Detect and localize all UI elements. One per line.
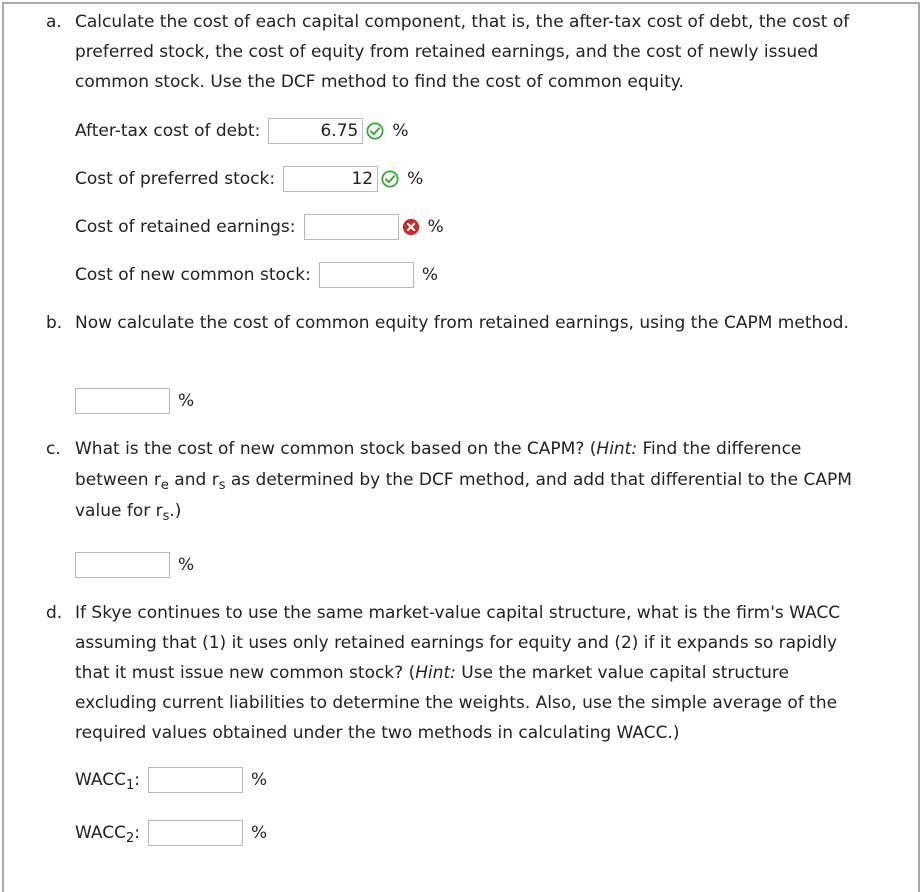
wacc1-unit: % [250,770,268,790]
part-d-marker: d. [46,603,63,623]
part-c-question: What is the cost of new common stock based on the CAPM? (Hint: Find the difference between $r_e$ and $r_s$ as determined by the DCF method, and add that differential to the CAPM value for $r_s$.) [75,439,852,524]
part-a-question: Calculate the cost of each capital component, that is, the after-tax cost of debt, the cost of preferred stock, the cost of equity from retained earnings, and the cost of newly issued common stock. Use the DCF method to find the cost of common equity. [75,12,850,92]
wacc1-label: $WACC_1$: [75,770,140,793]
row-retained-earnings [75,213,444,241]
new-common-capm-input[interactable] [75,552,170,578]
hint-label: Hint: [596,439,638,459]
preferred-stock-unit: % [407,169,424,189]
capm-cost-unit: % [178,391,195,411]
capm-cost-input[interactable] [75,388,170,414]
part-c-marker: c. [46,439,61,459]
check-icon [366,122,384,140]
row-preferred-stock [75,165,423,193]
row-new-common-stock [75,261,438,289]
preferred-stock-label: Cost of preferred stock: [75,169,276,189]
new-common-capm-unit: % [178,555,195,575]
retained-earnings-input[interactable] [304,214,399,240]
new-common-stock-label: Cost of new common stock: [75,265,311,285]
part-b-question: Now calculate the cost of common equity from retained earnings, using the CAPM method. [75,313,849,333]
part-a-marker: a. [46,12,62,32]
row-capm-cost [75,387,194,415]
part-d-question: If Skye continues to use the same market-value capital structure, what is the firm's WACC assuming that (1) it uses only retained earnings for equity and (2) if it expands so rapidly that it must issue new common stock? (Hint: Use the market value capital structure excluding current liabilities to determine the weights. Also, use the simple average of the required values obtained under the two methods in calculating WACC.) [75,603,841,743]
preferred-stock-input[interactable]: 12 [283,166,378,192]
row-new-common-capm [75,551,194,579]
after-tax-debt-label: After-tax cost of debt: [75,121,261,141]
row-wacc2 [75,819,267,847]
row-after-tax-debt [75,117,408,145]
after-tax-debt-input[interactable]: 6.75 [268,118,363,144]
part-b-marker: b. [46,313,63,333]
after-tax-debt-unit: % [392,121,409,141]
wacc2-label: $WACC_2$: [75,823,140,846]
retained-earnings-label: Cost of retained earnings: [75,217,296,237]
hint-label: Hint: [415,663,456,683]
new-common-stock-unit: % [421,265,438,285]
new-common-stock-input[interactable] [319,262,414,288]
wacc1-input[interactable] [148,767,243,793]
error-x-icon [402,218,420,236]
check-icon [381,170,399,188]
wacc2-unit: % [250,823,268,843]
wacc2-input[interactable] [148,820,243,846]
row-wacc1 [75,766,267,794]
retained-earnings-unit: % [427,217,444,237]
